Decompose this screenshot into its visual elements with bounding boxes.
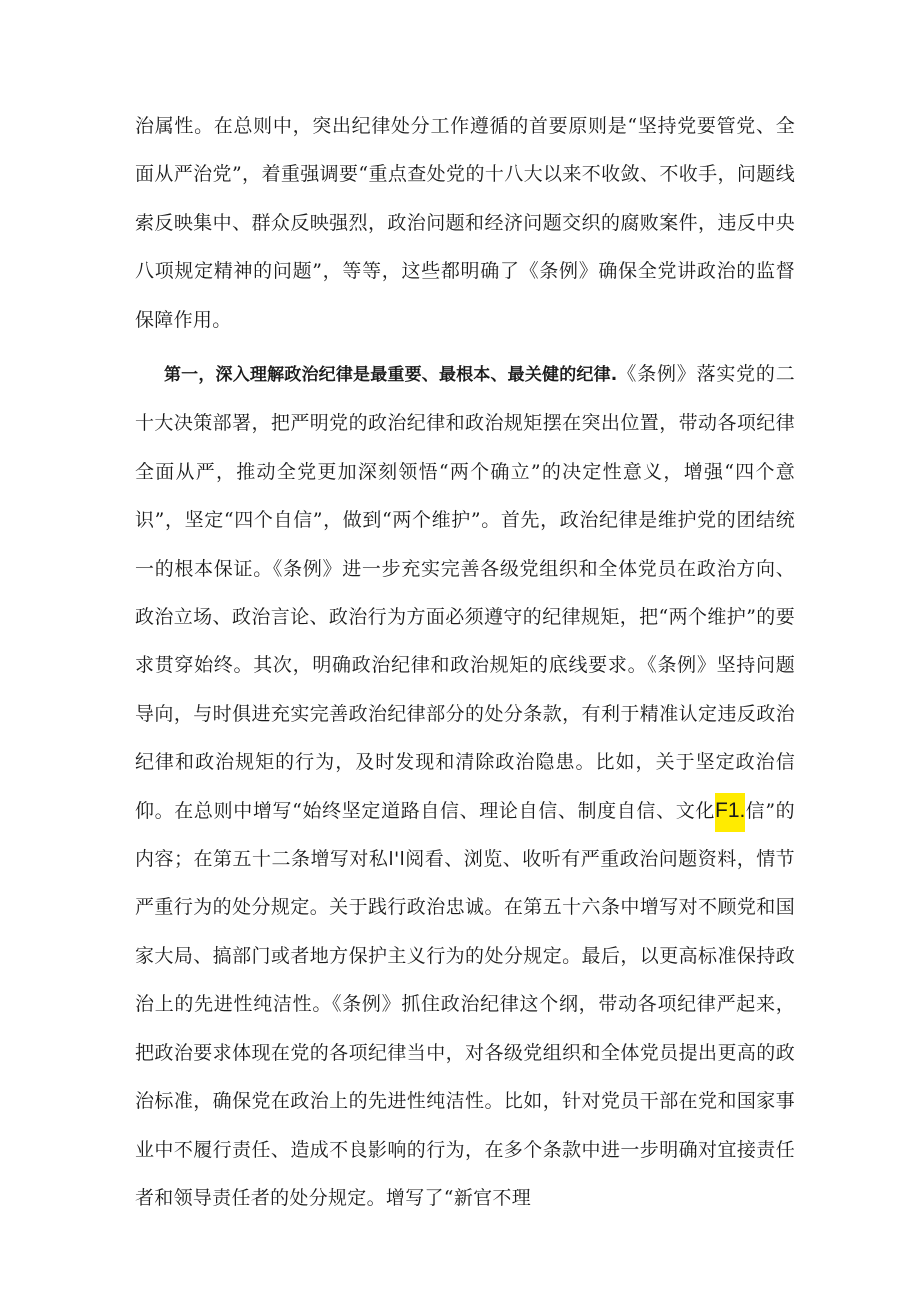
ocr-glyph-artifact: l'l xyxy=(388,848,406,871)
highlighted-ocr-artifact: F1. xyxy=(715,793,745,832)
section-lead-heading: 第一，深入理解政治纪律是最重要、最根本、最关健的纪律. xyxy=(164,365,617,385)
paragraph-2-text-c: 阅看、浏览、收听有严重政治问题资料，情节严重行为的处分规定。关于践行政治忠诚。在第五十六条中增写对不顾党和国家大局、搞部门或者地方保护主义行为的处分规定。最后，以更高标准保持政治上的先进性纯洁性。《条例》抓住政治纪律这个纲，带动各项纪律严起来，把政治要求体现在党的各项纪律当中，对各级党组织和全体党员提出更高的政治标准，确保党在政治上的先进性纯洁性。比如，针对党员干部在党和国家事业中不履行责任、造成不良影响的行为，在多个条款中进一步明确对宜接责任者和领导责任者的处分规定。增写了“新官不理 xyxy=(135,848,795,1209)
paragraph-2 xyxy=(135,350,795,1222)
paragraph-2-text-b: 信”的内容；在第五十二条增写对私 xyxy=(135,799,795,871)
paragraph-1: 治属性。在总则中，突出纪律处分工作遵循的首要原则是“坚持党要管党、全面从严治党”，着重强调要“重点查处党的十八大以来不收敛、不收手，问题线索反映集中、群众反映强烈，政治问题和经济问题交织的腐败案件，违反中央八项规定精神的问题”，等等，这些都明确了《条例》确保全党讲政治的监督保障作用。 xyxy=(135,115,795,331)
paragraph-2-text-a: 《条例》落实党的二十大决策部署，把严明党的政治纪律和政治规矩摆在突出位置，带动各项纪律全面从严，推动全党更加深刻领悟“两个确立”的决定性意义，增强“四个意识”，坚定“四个自信”，做到“两个维护”。首先，政治纪律是维护党的团结统一的根本保证。《条例》进一步充实完善各级党组织和全体党员在政治方向、政治立场、政治言论、政治行为方面必须遵守的纪律规矩，把“两个维护”的要求贯穿始终。其次，明确政治纪律和政治规矩的底线要求。《条例》坚持问题导向，与时俱进充实完善政治纪律部分的处分条款，有利于精准认定违反政治纪律和政治规矩的行为，及时发现和清除政治隐患。比如，关于坚定政治信仰。在总则中增写“始终坚定道路自信、理论自信、制度自信、文化 xyxy=(135,363,796,822)
